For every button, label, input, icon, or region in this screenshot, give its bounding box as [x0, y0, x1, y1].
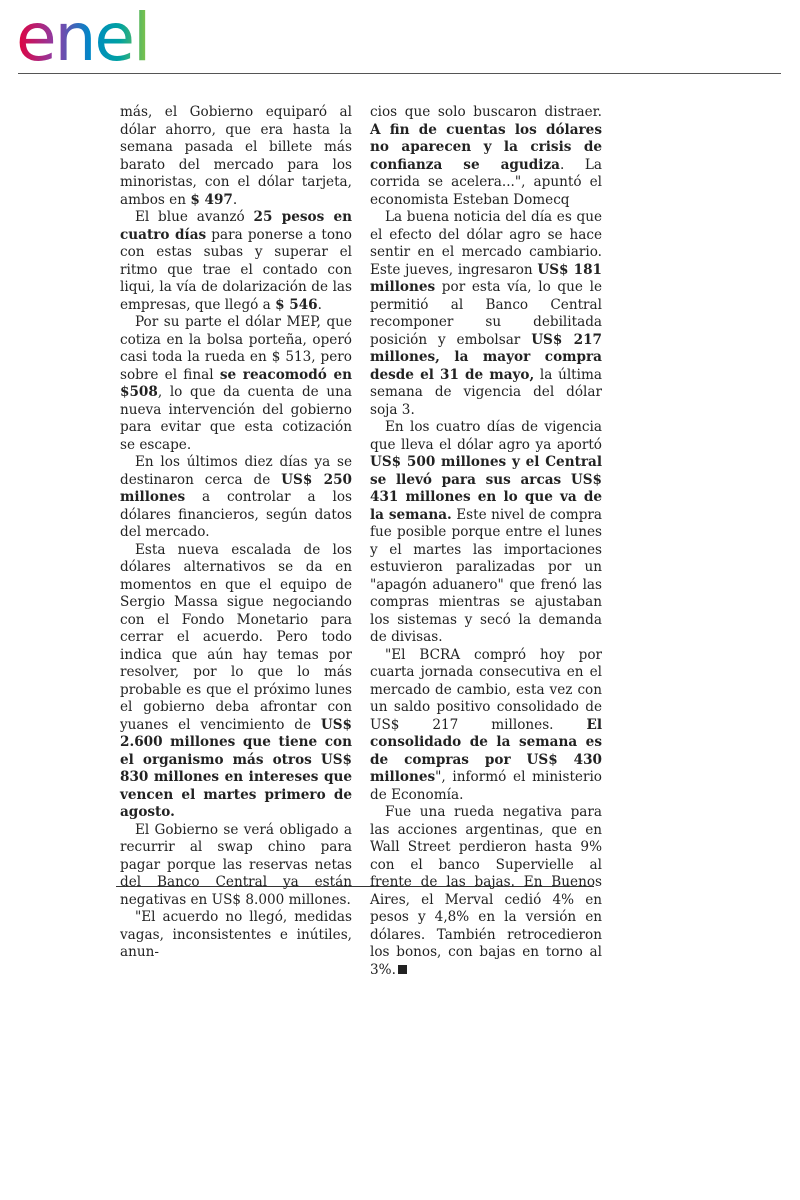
- highlighted-text: se reacomodó en $508: [120, 366, 352, 400]
- highlighted-text: US$ 217 millones, la mayor compra desde el 31 de mayo,: [370, 331, 602, 383]
- article-paragraph: [370, 209, 602, 419]
- article-end-divider: [116, 886, 594, 887]
- paragraph-text: Fue una rueda negativa para las acciones argentinas, que en Wall Street perdieron hasta 9% con el banco Supervielle al frente de las bajas. En Buenos Aires, el Merval cedió 4% en pesos y 4,8% en la versión en dólares. También retrocedieron los bonos, con bajas en torno al 3%.: [370, 804, 602, 978]
- paragraph-text: El Gobierno se verá obligado a recurrir al swap chino para pagar porque las reservas netas del Banco Central ya están negativas en US$ 8.000 millones.: [120, 821, 352, 908]
- article-paragraph: [120, 454, 352, 542]
- paragraph-text: ", informó el ministerio de Economía.: [370, 769, 602, 803]
- paragraph-text: "El BCRA compró hoy por cuarta jornada consecutiva en el mercado de cambio, esta vez con un saldo positivo consolidado de US$ 217 millones.: [370, 646, 602, 733]
- paragraph-text: En los últimos diez días ya se destinaron cerca de: [120, 454, 352, 488]
- paragraph-text: .: [232, 191, 238, 208]
- header-divider: [18, 73, 781, 74]
- article-paragraph: [120, 822, 352, 910]
- paragraph-text: cios que solo buscaron distraer.: [370, 104, 602, 120]
- highlighted-text: 25 pesos en cuatro días: [120, 209, 352, 243]
- article-paragraph: [370, 104, 602, 209]
- highlighted-text: US$ 2.600 millones que tiene con el organismo más otros US$ 830 millones en intereses que vencen el martes primero de agosto.: [120, 716, 352, 820]
- end-of-article-mark: [398, 965, 407, 974]
- article-paragraph: [120, 542, 352, 822]
- highlighted-text: $ 546: [275, 296, 318, 313]
- paragraph-text: Por su parte el dólar MEP, que cotiza en la bolsa porteña, operó casi toda la rueda en $ 513, pero sobre el final: [120, 314, 352, 383]
- article-paragraph: [370, 804, 602, 979]
- page-header: [0, 0, 800, 78]
- highlighted-text: US$ 500 millones y el Central se llevó para sus arcas US$ 431 millones en lo que va de la semana.: [370, 454, 602, 523]
- highlighted-text: US$ 250 millones: [120, 471, 352, 505]
- article-column-left: [120, 104, 352, 962]
- enel-logo-text: enel: [16, 4, 150, 66]
- paragraph-text: la última semana de vigencia del dólar soja 3.: [370, 366, 602, 418]
- article-paragraph: [120, 104, 352, 209]
- paragraph-text: por esta vía, lo que le permitió al Banco Central recomponer su debilitada posición y embolsar: [370, 279, 602, 348]
- article-paragraph: [370, 647, 602, 805]
- highlighted-text: US$ 181 millones: [370, 261, 602, 295]
- highlighted-text: A fin de cuentas los dólares no aparecen y la crisis de confianza se agudiza: [370, 121, 602, 173]
- paragraph-text: para ponerse a tono con estas subas y superar el ritmo que trae el contado con liqui, la vía de dolarización de las empresas, que llegó a: [120, 226, 352, 313]
- highlighted-text: El consolidado de la semana es de compras por US$ 430 millones: [370, 716, 602, 785]
- paragraph-text: Esta nueva escalada de los dólares alternativos se da en momentos en que el equipo de Sergio Massa sigue negociando con el Fondo Monetario para cerrar el acuerdo. Pero todo indica que aún hay temas por resolver, por lo que lo más probable es que el próximo lunes el gobierno deba afrontar con yuanes el vencimiento de: [120, 541, 352, 733]
- paragraph-text: más, el Gobierno equiparó al dólar ahorro, que era hasta la semana pasada el billete más barato del mercado para los minoristas, con el dólar tarjeta, ambos en: [120, 104, 352, 208]
- paragraph-text: Este nivel de compra fue posible porque entre el lunes y el martes las importaciones estuvieron paralizadas por un "apagón aduanero" que frenó las compras mientras se ajustaban los sistemas y secó la demanda de divisas.: [370, 506, 602, 645]
- paragraph-text: . La corrida se acelera...", apuntó el economista Esteban Domecq: [370, 156, 602, 208]
- article-column-right: [370, 104, 602, 979]
- enel-logo: [16, 4, 186, 66]
- article-paragraph: [370, 419, 602, 647]
- paragraph-text: En los cuatro días de vigencia que lleva el dólar agro ya aportó: [370, 419, 602, 453]
- paragraph-text: La buena noticia del día es que el efecto del dólar agro se hace sentir en el mercado cambiario. Este jueves, ingresaron: [370, 209, 602, 278]
- paragraph-text: .: [317, 296, 322, 313]
- article-paragraph: [120, 209, 352, 314]
- highlighted-text: $ 497: [190, 191, 233, 208]
- paragraph-text: El blue avanzó: [134, 209, 254, 225]
- paragraph-text: , lo que da cuenta de una nueva intervención del gobierno para evitar que esta cotización se escape.: [120, 384, 352, 453]
- article-paragraph: [120, 909, 352, 962]
- paragraph-text: "El acuerdo no llegó, medidas vagas, inconsistentes e inútiles, anun-: [120, 909, 352, 960]
- article-paragraph: [120, 314, 352, 454]
- paragraph-text: a controlar a los dólares financieros, según datos del mercado.: [120, 489, 352, 540]
